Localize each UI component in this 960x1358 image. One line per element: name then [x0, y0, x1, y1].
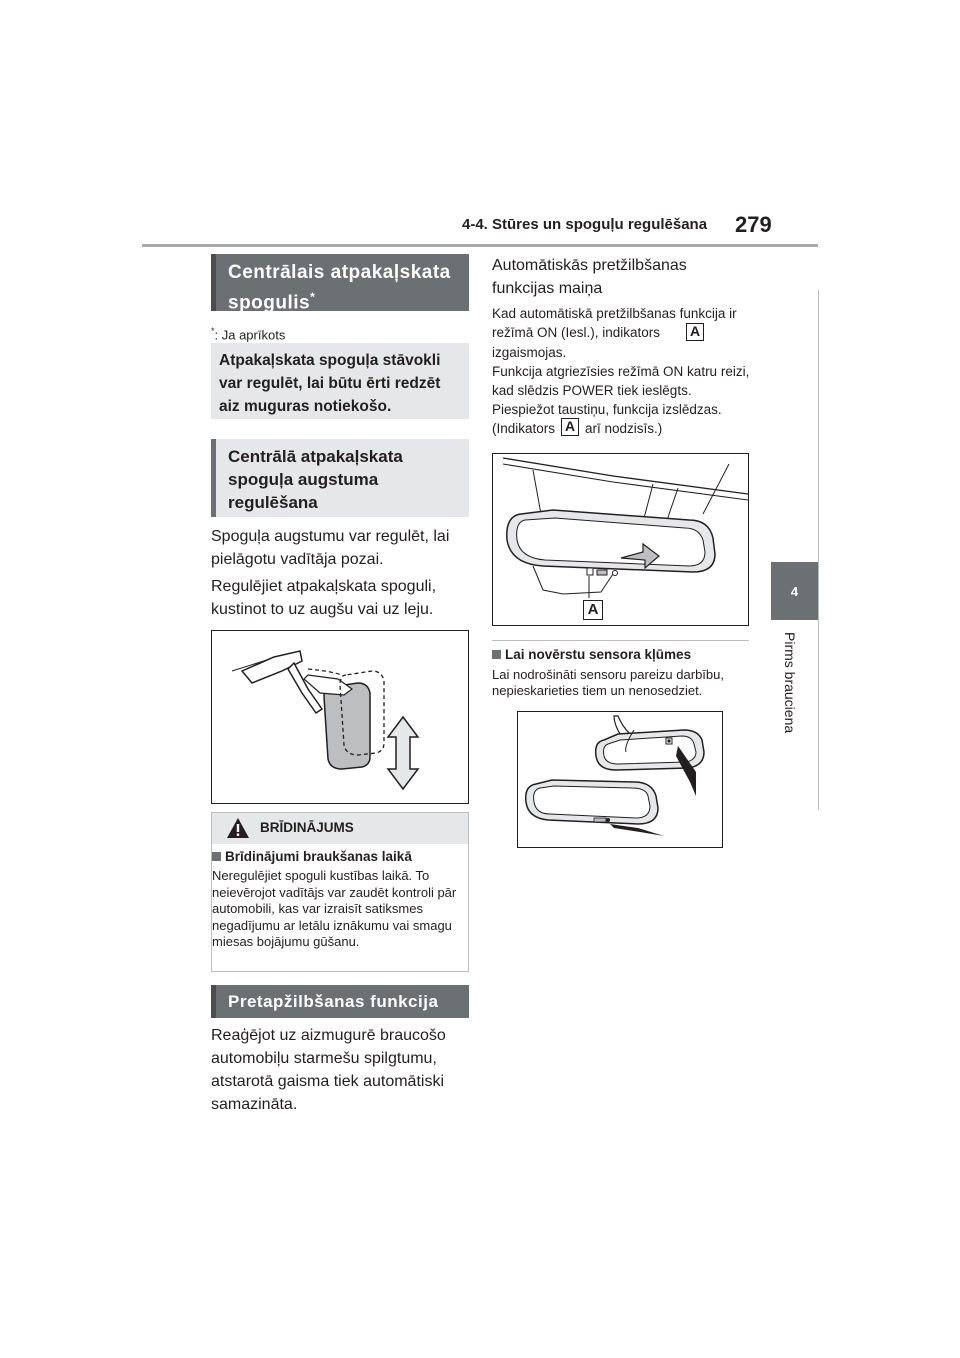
bullet-square-icon: [492, 650, 501, 659]
height-adjust-para1: Spoguļa augstumu var regulēt, lai pielāgotu vadītāja pozai.: [211, 528, 450, 568]
sensor-location-illustration: [517, 711, 723, 848]
indicator-a-label-2: A: [561, 418, 579, 436]
chapter-number: 4: [790, 583, 799, 599]
mode-text-line5a: (Indikators: [492, 421, 556, 436]
footnote: *: Ja aprīkots: [211, 326, 286, 343]
section-title: 4-4. Stūres un spoguļu regulēšana: [462, 216, 708, 233]
indicator-a-callout: A: [583, 600, 603, 620]
mode-text-line5b: arī nodzisīs.): [585, 421, 663, 436]
antiglare-heading: Pretapžilbšanas funkcija: [211, 985, 469, 1018]
warning-subheading: Brīdinājumi braukšanas laikā: [212, 849, 412, 864]
header-rule: [142, 244, 818, 247]
bullet-square-icon: [212, 852, 221, 861]
mirror-button-illustration: [492, 453, 749, 626]
indicator-a-label-1: A: [686, 323, 704, 341]
section-divider: [492, 640, 749, 641]
sensor-heading: Lai novērstu sensora kļūmes: [492, 647, 691, 662]
mode-text-line1: Kad automātiskā pretžilbšanas funkcija ir režīmā ON (Iesl.), indikators: [492, 306, 737, 340]
auto-antiglare-heading: Automātiskās pretžilbšanas funkcijas maiņa: [492, 257, 687, 297]
main-heading: Centrālais atpakaļskata spogulis*: [211, 254, 469, 311]
mode-text-line3: Funkcija atgriezīsies režīmā ON katru reizi, kad slēdzis POWER tiek ieslēgts.: [492, 364, 750, 398]
warning-text: Neregulējiet spoguli kustības laikā. To neievērojot vadītājs var zaudēt kontroli pār automobili, kas var izraisīt satiksmes negadījumu ar letālu iznākumu vai smagu miesas bojājumu gūšanu.: [212, 868, 457, 949]
page-number: 279: [735, 212, 772, 237]
main-heading-footnote-mark: *: [310, 290, 316, 304]
antiglare-text: Reaģējot uz aizmugurē braucošo automobiļu starmešu spilgtumu, atstarotā gaisma tiek automātiski samazināta.: [211, 1027, 446, 1113]
mode-text-line4: Piespiežot taustiņu, funkcija izslēdzas.: [492, 402, 722, 417]
mode-text-line2: izgaismojas.: [492, 345, 567, 360]
sensor-location-drawing: [518, 712, 722, 847]
height-adjust-para2: Regulējiet atpakaļskata spoguli, kustinot to uz augšu vai uz leju.: [211, 578, 437, 618]
mirror-height-drawing: [212, 631, 468, 803]
chapter-tab: [771, 562, 818, 620]
mirror-button-drawing: [493, 454, 748, 625]
warning-header: [212, 813, 468, 844]
warning-box: [211, 812, 469, 972]
height-adjust-heading: Centrālā atpakaļskata spoguļa augstuma regulēšana: [211, 439, 469, 517]
chapter-label: Pirms brauciena: [782, 632, 798, 734]
mirror-height-illustration: [211, 630, 469, 804]
intro-box: Atpakaļskata spoguļa stāvokli var regulēt, lai būtu ērti redzēt aiz muguras notiekošo.: [211, 343, 469, 419]
warning-icon: [226, 817, 250, 839]
side-rule: [818, 290, 819, 810]
warning-title: BRĪDINĀJUMS: [260, 820, 354, 835]
sensor-text: Lai nodrošināti sensoru pareizu darbību, nepieskarieties tiem un nenosedziet.: [492, 667, 724, 698]
